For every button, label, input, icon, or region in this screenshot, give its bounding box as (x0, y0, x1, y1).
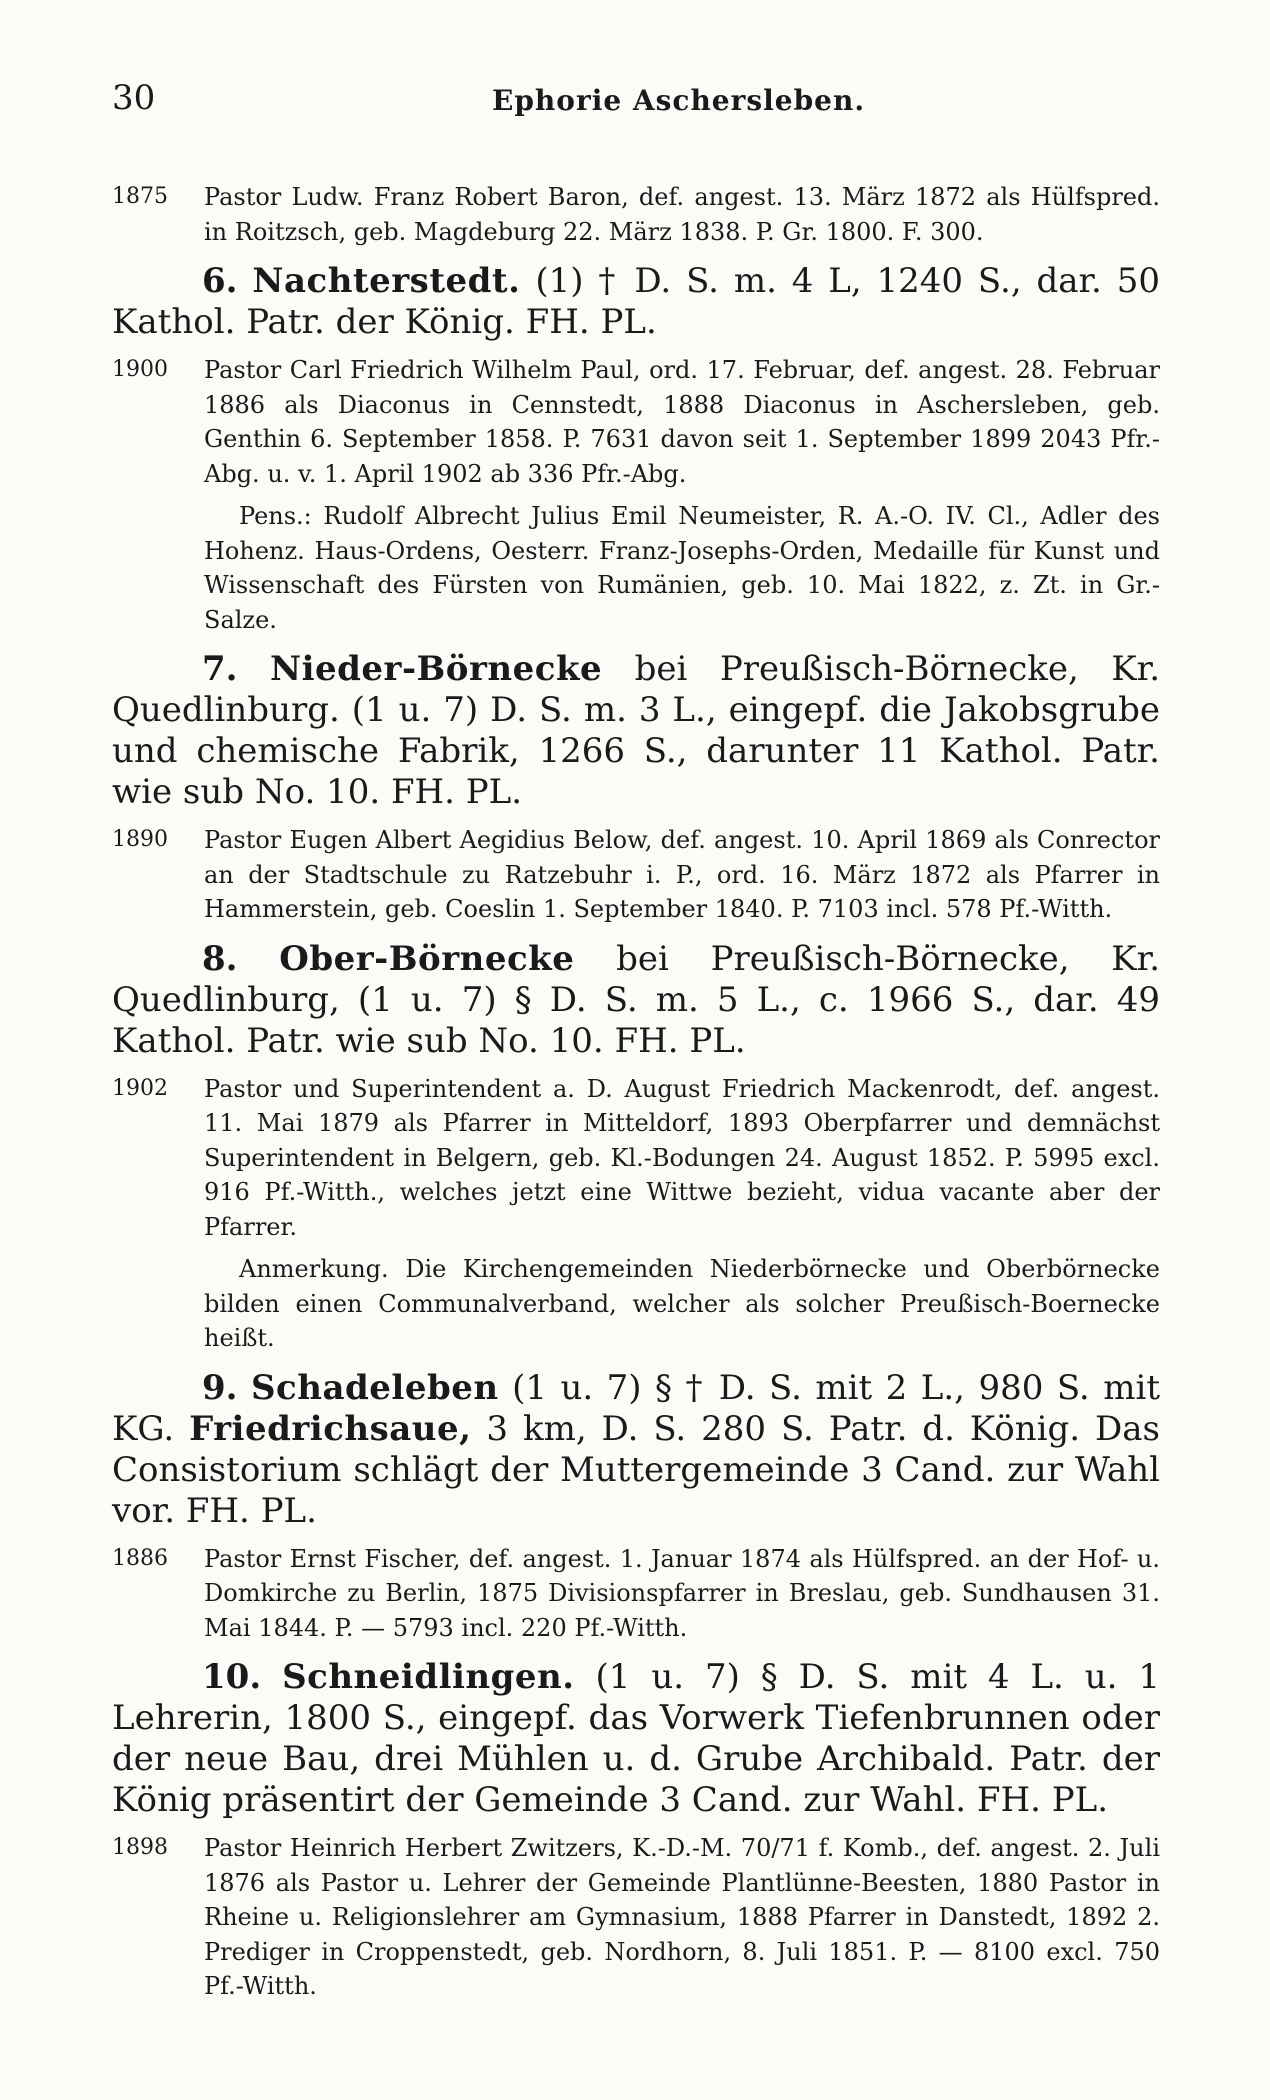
section-number: 8. (202, 938, 238, 979)
entry-year: 1875 (112, 184, 168, 209)
section-subplace: Friedrichsaue, (189, 1408, 472, 1449)
entry-text: Pastor Carl Friedrich Wilhelm Paul, ord. 17. Februar, def. angest. 28. Februar 1886 als Diaconus in Cennstedt, 1888 Diaconus in Aschersleben, geb. Genthin 6. September 1858. P. 7631 davon seit 1. September 1899 2043 Pfr.-Abg. u. v. 1. April 1902 ab 336 Pfr.-Abg. (204, 356, 1160, 488)
entry-text: Pastor Eugen Albert Aegidius Below, def. angest. 10. April 1869 als Conrector an der Stadtschule zu Ratzebuhr i. P., ord. 16. März 1872 als Pfarrer in Hammerstein, geb. Coeslin 1. September 1840. P. 7103 incl. 578 Pf.-Witth. (204, 826, 1160, 923)
entry-1886 (112, 1542, 1160, 1646)
entry-1875 (112, 180, 1160, 249)
entry-1898 (112, 1831, 1160, 2004)
entry-text: Pastor Ernst Fischer, def. angest. 1. Januar 1874 als Hülfspred. an der Hof- u. Domkirche zu Berlin, 1875 Divisionspfarrer in Breslau, geb. Sundhausen 31. Mai 1844. P. — 5793 incl. 220 Pf.-Witth. (204, 1544, 1160, 1642)
section-number: 6. (202, 261, 238, 301)
entry-text: Pastor Heinrich Herbert Zwitzers, K.-D.-M. 70/71 f. Komb., def. angest. 2. Juli 1876 als Pastor u. Lehrer der Gemeinde Plantlünne-Beesten, 1880 Pastor in Rheine u. Religionslehrer am Gymnasium, 1888 Pfarrer in Danstedt, 1892 2. Prediger in Croppenstedt, geb. Nordhorn, 8. Juli 1851. P. — 8100 excl. 750 Pf.-Witth. (204, 1834, 1160, 2000)
section-details: (1) † D. S. m. 4 L, 1240 S., dar. 50 Kathol. Patr. der König. FH. PL. (112, 261, 1161, 342)
section-place: Nachterstedt. (252, 261, 521, 301)
section-place: Schadeleben (251, 1367, 499, 1408)
entry-year: 1898 (112, 1835, 168, 1860)
anmerkung-text: Anmerkung. Die Kirchengemeinden Niederbörnecke und Oberbörnecke bilden einen Communalverband, welcher als solcher Preußisch-Boernecke heißt. (204, 1255, 1160, 1352)
section-6-heading (112, 261, 1160, 343)
entry-1902 (112, 1072, 1160, 1245)
entry-1890 (112, 823, 1160, 927)
section-8-heading (112, 939, 1160, 1062)
section-place: Nieder-Börnecke (270, 649, 603, 689)
entry-1900 (112, 353, 1160, 491)
pensioner-text: Pens.: Rudolf Albrecht Julius Emil Neumeister, R. A.-O. IV. Cl., Adler des Hohenz. Haus-Ordens, Oesterr. Franz-Josephs-Orden, Medaille für Kunst und Wissenschaft des Fürsten von Rumänien, geb. 10. Mai 1822, z. Zt. in Gr.-Salze. (204, 502, 1160, 634)
running-title: Ephorie Aschersleben. (492, 84, 866, 117)
page-number: 30 (112, 78, 156, 118)
section-number: 9. (202, 1367, 238, 1408)
anmerkung-note (204, 1252, 1160, 1356)
section-details-continued: 3 km, D. S. 280 S. Patr. d. König. Das Consistorium schlägt der Muttergemeinde 3 Cand. zur Wahl vor. FH. PL. (112, 1408, 1161, 1531)
section-place: Ober-Börnecke (279, 938, 575, 979)
section-details: bei Preußisch-Börnecke, Kr. Quedlinburg, (1 u. 7) § D. S. m. 5 L., c. 1966 S., dar. 49 Kathol. Patr. wie sub No. 10. FH. PL. (112, 938, 1161, 1061)
entry-text: Pastor und Superintendent a. D. August Friedrich Mackenrodt, def. angest. 11. Mai 1879 als Pfarrer in Mitteldorf, 1893 Oberpfarrer und demnächst Superintendent in Belgern, geb. Kl.-Bodungen 24. August 1852. P. 5995 excl. 916 Pf.-Witth., welches jetzt eine Wittwe bezieht, vidua vacante aber der Pfarrer. (204, 1074, 1160, 1241)
entry-year: 1900 (112, 357, 168, 382)
section-details: (1 u. 7) § D. S. mit 4 L. u. 1 Lehrerin, 1800 S., eingepf. das Vorwerk Tiefenbrunnen oder der neue Bau, drei Mühlen u. d. Grube Archibald. Patr. der König präsentirt der Gemeinde 3 Cand. zur Wahl. FH. PL. (112, 1657, 1161, 1820)
page-content (112, 180, 1160, 2012)
section-9-heading (112, 1368, 1160, 1532)
entry-year: 1902 (112, 1075, 168, 1101)
section-place: Schneidlingen. (282, 1657, 575, 1697)
section-7-heading (112, 649, 1160, 813)
section-details: (1 u. 7) § † D. S. mit 2 L., 980 S. mit KG. (112, 1367, 1161, 1449)
page-header (112, 78, 1158, 128)
section-10-heading (112, 1657, 1160, 1821)
entry-text: Pastor Ludw. Franz Robert Baron, def. angest. 13. März 1872 als Hülfspred. in Roitzsch, geb. Magdeburg 22. März 1838. P. Gr. 1800. F. 300. (204, 183, 1160, 246)
section-number: 7. (202, 649, 238, 689)
section-number: 10. (202, 1657, 262, 1697)
entry-year: 1890 (112, 827, 168, 852)
entry-year: 1886 (112, 1545, 168, 1571)
section-details: bei Preußisch-Börnecke, Kr. Quedlinburg. (1 u. 7) D. S. m. 3 L., eingepf. die Jakobsgrube und chemische Fabrik, 1266 S., darunter 11 Kathol. Patr. wie sub No. 10. FH. PL. (112, 649, 1161, 812)
pensioner-note (204, 499, 1160, 637)
